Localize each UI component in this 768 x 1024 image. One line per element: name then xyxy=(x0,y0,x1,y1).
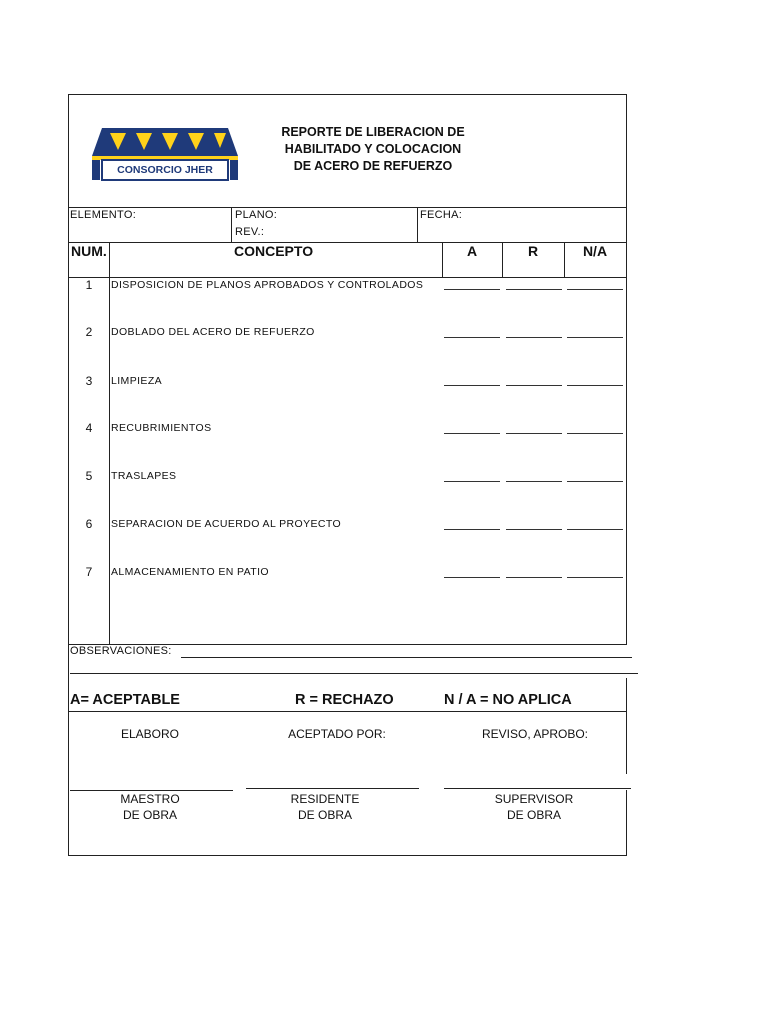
answer-a-blank[interactable] xyxy=(444,385,500,386)
col-r-header: R xyxy=(527,243,539,259)
residente-line-2: DE OBRA xyxy=(297,808,352,822)
answer-r-blank[interactable] xyxy=(506,577,562,578)
answer-r-blank[interactable] xyxy=(506,433,562,434)
answer-a-blank[interactable] xyxy=(444,433,500,434)
observaciones-line-1[interactable] xyxy=(181,657,632,658)
legend-no-aplica: N / A = NO APLICA xyxy=(444,692,572,708)
maestro-line-2: DE OBRA xyxy=(122,808,177,822)
fecha-label: FECHA: xyxy=(420,209,463,221)
answer-na-blank[interactable] xyxy=(567,385,623,386)
item-number: 5 xyxy=(85,469,93,483)
item-number: 7 xyxy=(85,565,93,579)
col-concepto-header: CONCEPTO xyxy=(234,243,314,259)
rev-label: REV.: xyxy=(235,226,265,238)
item-text: RECUBRIMIENTOS xyxy=(111,422,212,434)
maestro-title xyxy=(98,791,202,823)
answer-na-blank[interactable] xyxy=(567,289,623,290)
item-text: DISPOSICION DE PLANOS APROBADOS Y CONTROLADOS xyxy=(111,279,424,291)
answer-na-blank[interactable] xyxy=(567,529,623,530)
item-text: DOBLADO DEL ACERO DE REFUERZO xyxy=(111,326,315,338)
aceptado-label: ACEPTADO POR: xyxy=(288,727,386,741)
answer-a-blank[interactable] xyxy=(444,577,500,578)
item-number: 4 xyxy=(85,421,93,435)
answer-a-blank[interactable] xyxy=(444,337,500,338)
item-text: ALMACENAMIENTO EN PATIO xyxy=(111,566,269,578)
answer-r-blank[interactable] xyxy=(506,529,562,530)
answer-na-blank[interactable] xyxy=(567,433,623,434)
legend-rechazo: R = RECHAZO xyxy=(295,692,394,708)
title-line-3: DE ACERO DE REFUERZO xyxy=(293,159,453,173)
observaciones-label: OBSERVACIONES: xyxy=(70,645,172,657)
answer-r-blank[interactable] xyxy=(506,481,562,482)
item-text: LIMPIEZA xyxy=(111,375,163,387)
residente-title xyxy=(272,791,378,823)
company-name: CONSORCIO JHER xyxy=(117,164,213,176)
title-line-2: HABILITADO Y COLOCACION xyxy=(284,142,462,156)
item-number: 6 xyxy=(85,517,93,531)
supervisor-line-1: SUPERVISOR xyxy=(494,792,574,806)
elemento-label: ELEMENTO: xyxy=(70,209,137,221)
elaboro-label: ELABORO xyxy=(120,727,180,741)
observaciones-line-2[interactable] xyxy=(70,673,638,674)
form-title xyxy=(258,124,488,175)
item-number: 3 xyxy=(85,374,93,388)
item-text: TRASLAPES xyxy=(111,470,177,482)
answer-a-blank[interactable] xyxy=(444,289,500,290)
residente-line-1: RESIDENTE xyxy=(290,792,360,806)
supervisor-title xyxy=(478,791,590,823)
answer-na-blank[interactable] xyxy=(567,481,623,482)
answer-na-blank[interactable] xyxy=(567,337,623,338)
col-na-header: N/A xyxy=(582,243,608,259)
company-logo xyxy=(92,126,238,182)
item-number: 2 xyxy=(85,325,93,339)
answer-r-blank[interactable] xyxy=(506,385,562,386)
answer-r-blank[interactable] xyxy=(506,289,562,290)
signature-line-supervisor[interactable] xyxy=(444,788,631,789)
col-a-header: A xyxy=(466,243,478,259)
plano-label: PLANO: xyxy=(235,209,278,221)
reviso-label: REVISO, APROBO: xyxy=(481,727,589,741)
signature-line-residente[interactable] xyxy=(246,788,419,789)
answer-a-blank[interactable] xyxy=(444,481,500,482)
legend-aceptable: A= ACEPTABLE xyxy=(70,692,180,708)
supervisor-line-2: DE OBRA xyxy=(506,808,561,822)
answer-r-blank[interactable] xyxy=(506,337,562,338)
title-line-1: REPORTE DE LIBERACION DE xyxy=(281,125,465,139)
answer-na-blank[interactable] xyxy=(567,577,623,578)
item-number: 1 xyxy=(85,278,93,292)
item-text: SEPARACION DE ACUERDO AL PROYECTO xyxy=(111,518,342,530)
col-num-header: NUM. xyxy=(71,243,107,259)
maestro-line-1: MAESTRO xyxy=(120,792,180,806)
answer-a-blank[interactable] xyxy=(444,529,500,530)
